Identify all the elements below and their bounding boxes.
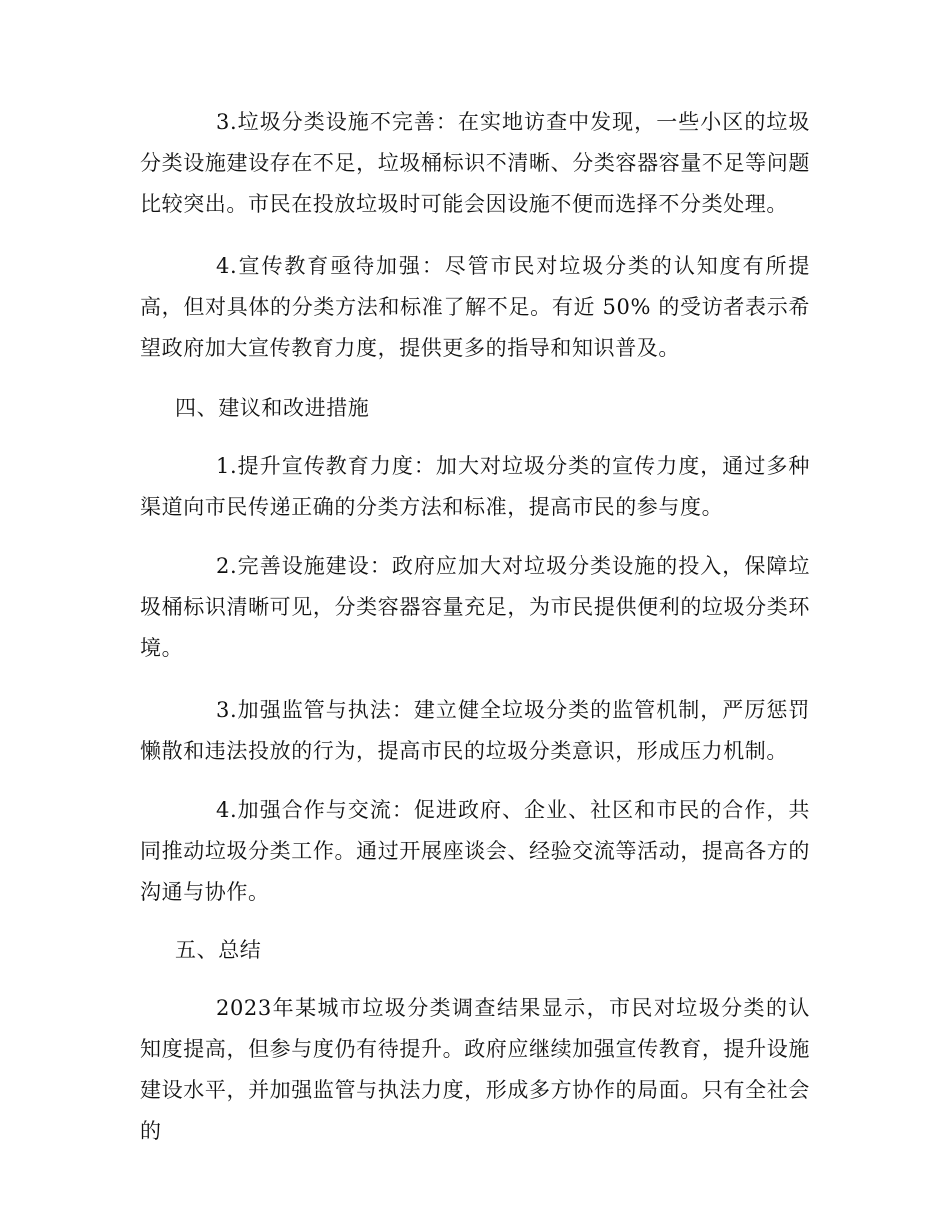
paragraph-facilities-issue: 3.垃圾分类设施不完善：在实地访查中发现，一些小区的垃圾分类设施建设存在不足，垃圾桶标识不清晰、分类容器容量不足等问题比较突出。市民在投放垃圾时可能会因设施不便而选择不分类处理。 (140, 110, 810, 216)
paragraph-suggestion-supervision: 3.加强监管与执法：建立健全垃圾分类的监管机制，严厉惩罚懒散和违法投放的行为，提高市民的垃圾分类意识，形成压力机制。 (140, 698, 810, 763)
section-heading-suggestions: 四、建议和改进措施 (175, 396, 370, 420)
paragraph-suggestion-cooperation: 4.加强合作与交流：促进政府、企业、社区和市民的合作，共同推动垃圾分类工作。通过开展座谈会、经验交流等活动，提高各方的沟通与协作。 (140, 798, 810, 904)
paragraph-suggestion-facilities: 2.完善设施建设：政府应加大对垃圾分类设施的投入，保障垃圾桶标识清晰可见，分类容器容量充足，为市民提供便利的垃圾分类环境。 (140, 554, 810, 660)
paragraph-education-issue: 4.宣传教育亟待加强：尽管市民对垃圾分类的认知度有所提高，但对具体的分类方法和标准了解不足。有近 50% 的受访者表示希望政府加大宣传教育力度，提供更多的指导和知识普及。 (140, 254, 810, 360)
paragraph-summary: 2023年某城市垃圾分类调查结果显示，市民对垃圾分类的认知度提高，但参与度仍有待提升。政府应继续加强宣传教育，提升设施建设水平，并加强监管与执法力度，形成多方协作的局面。只有全社会的 (140, 996, 810, 1143)
paragraph-suggestion-education: 1.提升宣传教育力度：加大对垃圾分类的宣传力度，通过多种渠道向市民传递正确的分类方法和标准，提高市民的参与度。 (140, 454, 810, 519)
section-heading-summary: 五、总结 (175, 938, 262, 962)
